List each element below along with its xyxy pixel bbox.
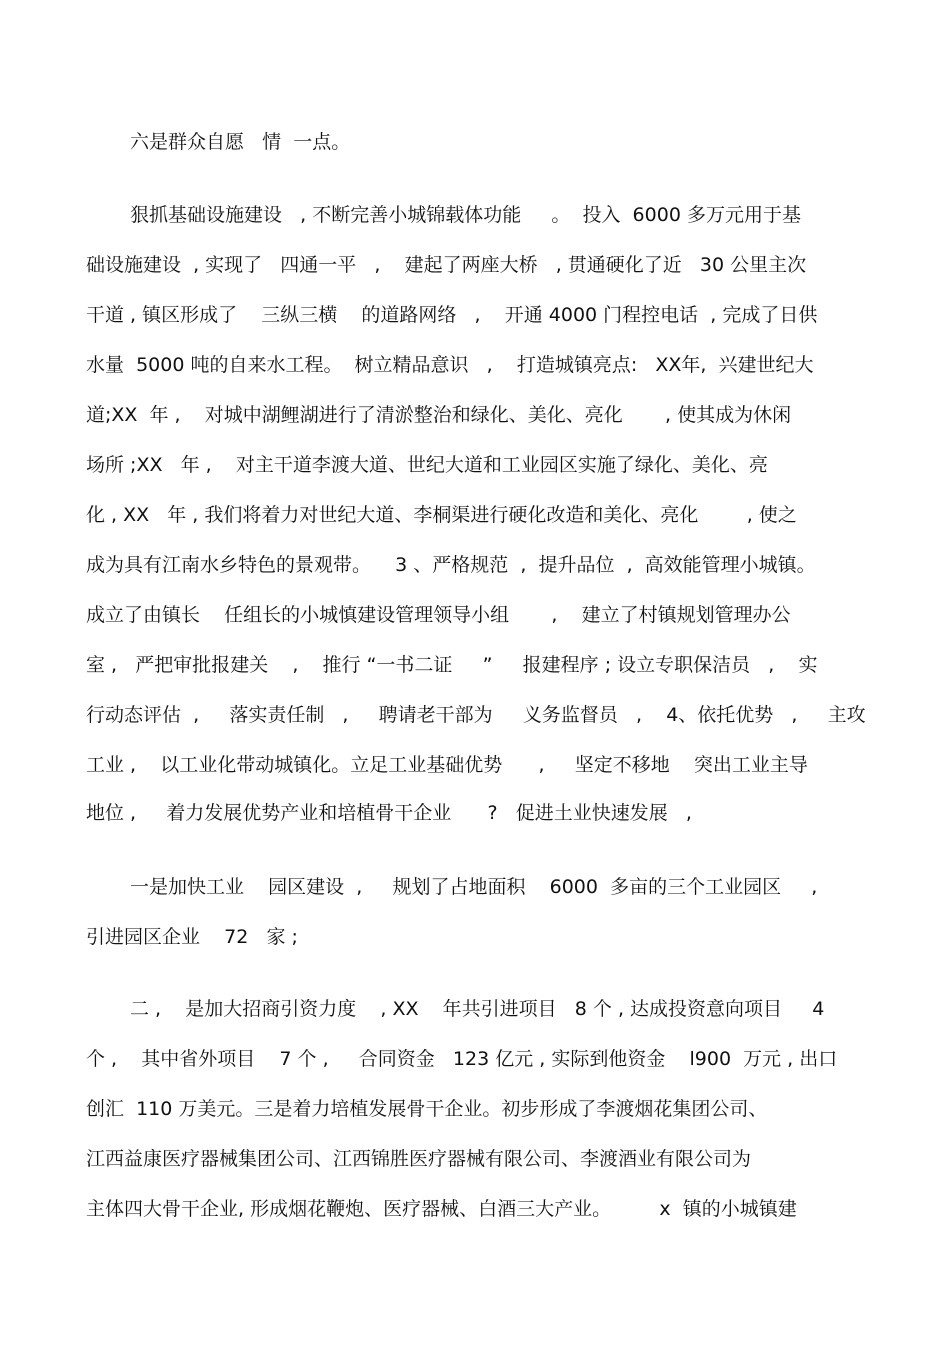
paragraph-line: 江西益康医疗器械集团公司、江西锦胜医疗器械有限公司、李渡酒业有限公司为: [86, 1148, 752, 1170]
paragraph-line: 主体四大骨干企业, 形成烟花鞭炮、医疗器械、白酒三大产业。 x 镇的小城镇建: [86, 1198, 797, 1220]
paragraph-line: 地位 , 着力发展优势产业和培植骨干企业 ? 促进土业快速发展 ,: [86, 802, 692, 824]
paragraph-line: 六是群众自愿 情 一点。: [130, 131, 351, 153]
paragraph-line: 础设施建设 , 实现了 四通一平 , 建起了两座大桥 , 贯通硬化了近 30 公里主次: [86, 254, 807, 276]
paragraph-line: 创汇 110 万美元。三是着力培植发展骨干企业。初步形成了李渡烟花集团公司、: [86, 1098, 768, 1120]
paragraph-line: 二 , 是加大招商引资力度 , XX 年共引进项目 8 个 , 达成投资意向项目 4: [130, 998, 825, 1020]
paragraph-line: 个 , 其中省外项目 7 个 , 合同资金 123 亿元 , 实际到他资金 l900 万元 , 出口: [86, 1048, 838, 1070]
paragraph-line: 水量 5000 吨的自来水工程。 树立精品意识 , 打造城镇亮点: XX年, 兴建世纪大: [86, 354, 814, 376]
paragraph-line: 工业 , 以工业化带动城镇化。立足工业基础优势 , 坚定不移地 突出工业主导: [86, 754, 808, 776]
paragraph-line: 室 , 严把审批报建关 , 推行 “一书二证 ” 报建程序 ; 设立专职保洁员 , 实: [86, 654, 818, 676]
paragraph-line: 化 , XX 年 , 我们将着力对世纪大道、李桐渠进行硬化改造和美化、亮化 , 使之: [86, 504, 797, 526]
paragraph-line: 行动态评估 , 落实责任制 , 聘请老干部为 义务监督员 , 4、依托优势 , 主攻: [86, 704, 866, 726]
paragraph-line: 成立了由镇长 任组长的小城慎建设管理领导小组 , 建立了村镇规划管理办公: [86, 604, 791, 626]
paragraph-line: 引进园区企业 72 家 ;: [86, 926, 298, 948]
paragraph-line: 道;XX 年 , 对城中湖鲤湖进行了清淤整治和绿化、美化、亮化 , 使其成为休闲: [86, 404, 792, 426]
paragraph-line: 狠抓基础设施建设 , 不断完善小城锦载体功能 。 投入 6000 多万元用于基: [130, 204, 801, 226]
paragraph-line: 场所 ;XX 年 , 对主干道李渡大道、世纪大道和工业园区实施了绿化、美化、亮: [86, 454, 768, 476]
paragraph-line: 一是加快工业 园区建设 , 规划了占地面积 6000 多亩的三个工业园区 ,: [130, 876, 818, 898]
paragraph-line: 干道 , 镇区形成了 三纵三横 的道路网络 , 开通 4000 门程控电话 , 完成了日供: [86, 304, 818, 326]
paragraph-line: 成为具有江南水乡特色的景观带。 3 、严格规范 , 提升品位 , 高效能管理小城镇。: [86, 554, 816, 576]
